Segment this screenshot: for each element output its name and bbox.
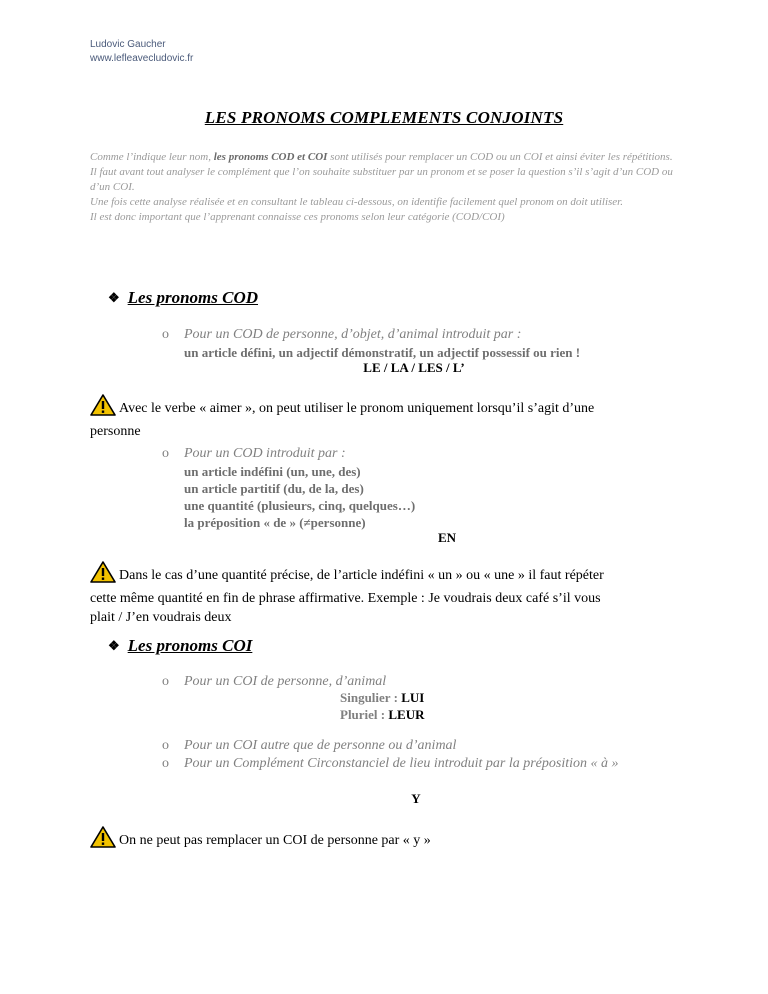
coi-bullet-3: o Pour un Complément Circonstanciel de lieu introduit par la préposition « à » [162,756,619,771]
intro-highlight: les pronoms COD et COI [213,151,328,163]
warning-aimer: Avec le verbe « aimer », on peut utiliser le pronom uniquement lorsqu’il s’agit d’une personne [90,394,690,441]
website-url: www.lefleavecludovic.fr [90,53,194,64]
section-heading-cod: ❖ Les pronoms COD [108,288,259,307]
warning-coi-personne: On ne peut pas remplacer un COI de personne par « y » [90,826,690,854]
circle-bullet-icon: o [162,738,169,753]
coi-pronoun-y: Y [411,791,421,806]
list-item: la préposition « de » (≠personne) [184,515,366,530]
pronoun-leur: LEUR [388,707,425,722]
cod-bullet-2: o Pour un COD introduit par : [162,446,346,461]
circle-bullet-icon: o [162,446,169,461]
warning-quantite: Dans le cas d’une quantité précise, de l’article indéfini « un » ou « une » il faut répéter cette même quantité en fin de phrase affirmative. Exemple : Je voudrais deux café s’il vous plait / J’en voudrais deux [90,561,690,627]
intro-line-2: Il faut avant tout analyser le complément que l’on souhaite substituer par un pronom et se poser la question s’il s’agit d’un COD ou d’un COI. [90,166,673,193]
intro-paragraph [90,150,690,225]
intro-line-3: Une fois cette analyse réalisée et en consultant le tableau ci-dessous, on identifie facilement quel pronom on doit utiliser. [90,196,623,208]
cod-bullet-2-list [184,463,415,531]
cod-pronouns-definite: LE / LA / LES / L’ [363,360,465,375]
coi-bullet-1: o Pour un COI de personne, d’animal [162,674,387,689]
cod-bullet-1-detail: un article défini, un adjectif démonstratif, un adjectif possessif ou rien ! [184,345,581,360]
section-heading-coi: ❖ Les pronoms COI [108,636,253,655]
page-title: LES PRONOMS COMPLEMENTS CONJOINTS [204,108,564,127]
list-item: un article partitif (du, de la, des) [184,481,364,496]
pronoun-lui: LUI [401,690,425,705]
cod-pronoun-en: EN [437,530,457,545]
coi-plural: Pluriel : LEUR [340,707,425,722]
cod-bullet-1: o Pour un COD de personne, d’objet, d’animal introduit par : [162,327,522,342]
circle-bullet-icon: o [162,327,169,342]
coi-bullet-2: o Pour un COI autre que de personne ou d’animal [162,738,457,753]
circle-bullet-icon: o [162,756,169,771]
document-header [90,38,193,66]
warning-triangle-icon [90,394,116,422]
warning-triangle-icon [90,561,116,589]
warning-triangle-icon [90,826,116,854]
intro-line-4: Il est donc important que l’apprenant connaisse ces pronoms selon leur catégorie (COD/COI) [90,211,505,223]
diamond-bullet-icon: ❖ [108,638,120,653]
list-item: une quantité (plusieurs, cinq, quelques…) [184,498,416,513]
list-item: un article indéfini (un, une, des) [184,464,361,479]
intro-line-1: Comme l’indique leur nom, les pronoms COD et COI sont utilisés pour remplacer un COD ou un COI et ainsi éviter les répétitions. [90,151,673,163]
circle-bullet-icon: o [162,674,169,689]
diamond-bullet-icon: ❖ [108,290,120,305]
author-name: Ludovic Gaucher [90,39,166,50]
coi-singular: Singulier : LUI [340,690,425,705]
